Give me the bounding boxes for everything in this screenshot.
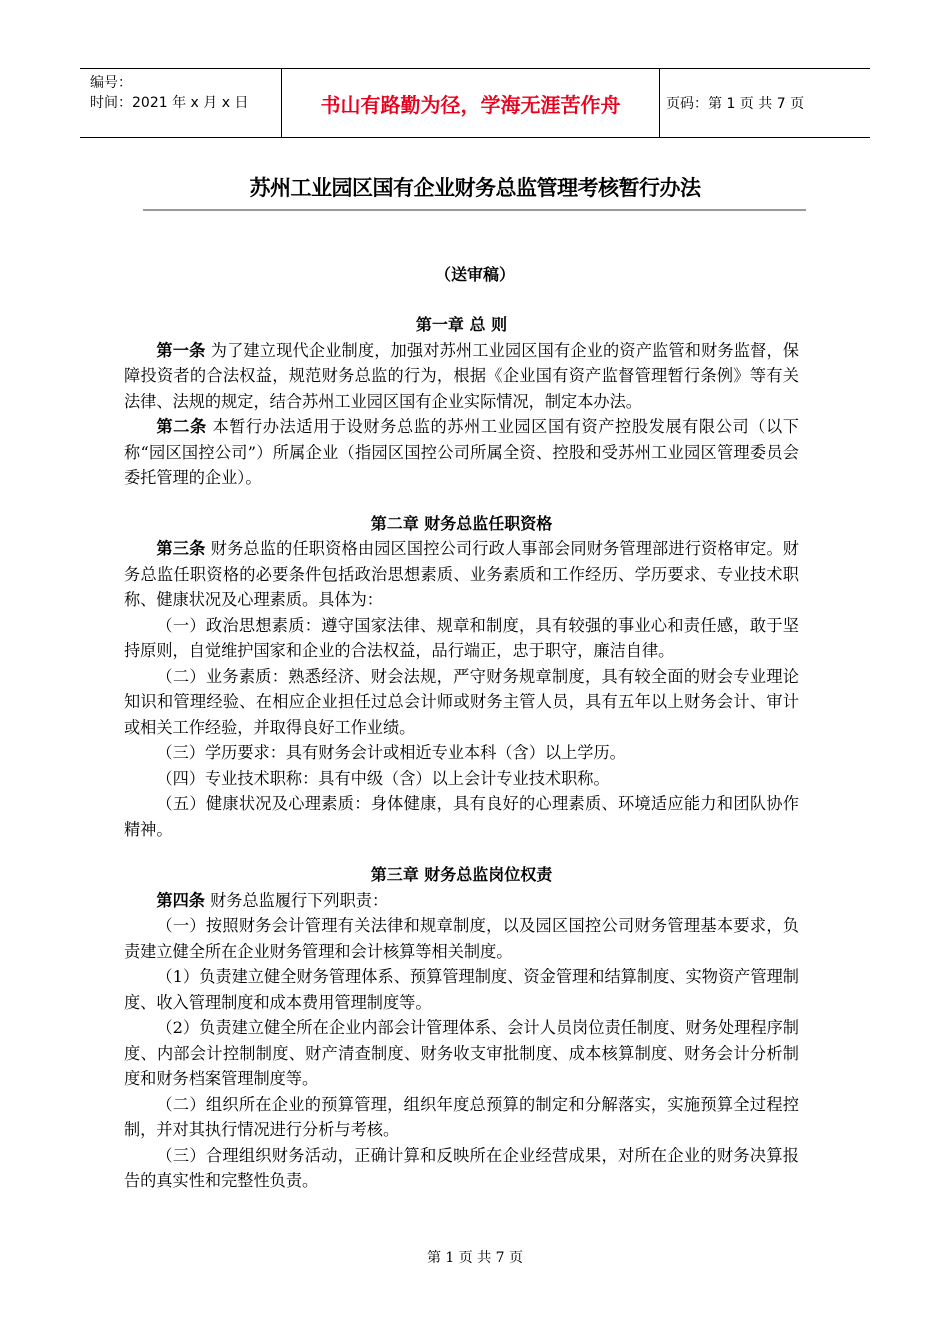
paragraph-text: （二）组织所在企业的预算管理，组织年度总预算的制定和分解落实，实施预算全过程控制，并对其执行情况进行分析与考核。 [124,1094,799,1139]
paragraph-text: 财务总监的任职资格由园区国控公司行政人事部会同财务管理部进行资格审定。财务总监任职资格的必要条件包括政治思想素质、业务素质和工作经历、学历要求、专业技术职称、健康状况及心理素质。具体为： [124,539,799,609]
paragraph-text: 为了建立现代企业制度，加强对苏州工业园区国有企业的资产监管和财务监督，保障投资者的合法权益，规范财务总监的行为，根据《企业国有资产监督管理暂行条例》等有关法律、法规的规定，结合苏州工业园区国有企业实际情况，制定本办法。 [124,340,799,411]
article-paragraph [124,338,799,415]
list-paragraph [124,664,799,741]
paragraph-text: （一）按照财务会计管理有关法律和规章制度，以及园区国控公司财务管理基本要求，负责建立健全所在企业财务管理和会计核算等相关制度。 [124,916,799,961]
chapter-heading: 第一章 总 则 [415,315,508,334]
header-meta [80,69,282,137]
paragraph-text: 财务总监履行下列职责： [204,890,389,910]
article-label: 第二条 [156,417,207,436]
paragraph-text: 本暂行办法适用于设财务总监的苏州工业园区国有资产控股发展有限公司（以下称“园区国控公司”）所属企业（指园区国控公司所属全资、控股和受苏州工业园区管理委员会委托管理的企业）。 [124,417,799,487]
list-paragraph [124,740,799,766]
paragraph-text: （一）政治思想素质：遵守国家法律、规章和制度，具有较强的事业心和责任感，敢于坚持原则，自觉维护国家和企业的合法权益，品行端正，忠于职守，廉洁自律。 [124,615,799,660]
paragraph-text: （四）专业技术职称：具有中级（含）以上会计专业技术职称。 [156,768,610,788]
article-paragraph [124,888,799,914]
document-body [124,312,799,1194]
list-paragraph [124,613,799,664]
page-footer: 第 1 页 共 7 页 [426,1250,524,1266]
article-label: 第一条 [156,340,206,360]
article-paragraph [124,536,799,613]
list-paragraph [124,791,799,842]
list-paragraph [124,766,799,792]
paragraph-text: （三）学历要求：具有财务会计或相近专业本科（含）以上学历。 [156,743,626,762]
document-date: 时间：2021 年 x 月 x 日 [90,95,249,111]
paragraph-text: （1）负责建立健全财务管理体系、预算管理制度、资金管理和结算制度、实物资产管理制度、收入管理制度和成本费用管理制度等。 [124,967,799,1012]
article-label: 第三条 [156,539,206,558]
paragraph-text: （三）合理组织财务活动，正确计算和反映所在企业经营成果，对所在企业的财务决算报告的真实性和完整性负责。 [124,1145,799,1190]
paragraph-text: （2）负责建立健全所在企业内部会计管理体系、会计人员岗位责任制度、财务处理程序制度、内部会计控制制度、财产清查制度、财务收支审批制度、成本核算制度、财务会计分析制度和财务档案管理制度等。 [124,1018,799,1088]
list-paragraph [124,913,799,964]
article-paragraph [124,414,799,491]
list-paragraph [124,1092,799,1143]
paragraph-text: （二）业务素质：熟悉经济、财会法规，严守财务规章制度，具有较全面的财会专业理论知识和管理经验、在相应企业担任过总会计师或财务主管人员，具有五年以上财务会计、审计或相关工作经验，并取得良好工作业绩。 [124,666,799,737]
document-title: 苏州工业园区国有企业财务总监管理考核暂行办法 [249,176,701,200]
list-paragraph [124,1015,799,1092]
header-page-info: 页码：第 1 页 共 7 页 [666,96,805,112]
document-number-label: 编号： [90,75,132,91]
list-paragraph [124,1143,799,1194]
chapter-heading: 第三章 财务总监岗位权责 [370,865,553,884]
list-paragraph [124,964,799,1015]
title-divider [143,209,806,211]
header-motto: 书山有路勤为径，学海无涯苦作舟 [282,69,660,137]
paragraph-text: （五）健康状况及心理素质：身体健康，具有良好的心理素质、环境适应能力和团队协作精神。 [124,794,799,839]
article-label: 第四条 [156,890,205,910]
document-subtitle: （送审稿） [434,265,515,284]
page-header [80,68,870,138]
chapter-heading: 第二章 财务总监任职资格 [370,513,553,533]
